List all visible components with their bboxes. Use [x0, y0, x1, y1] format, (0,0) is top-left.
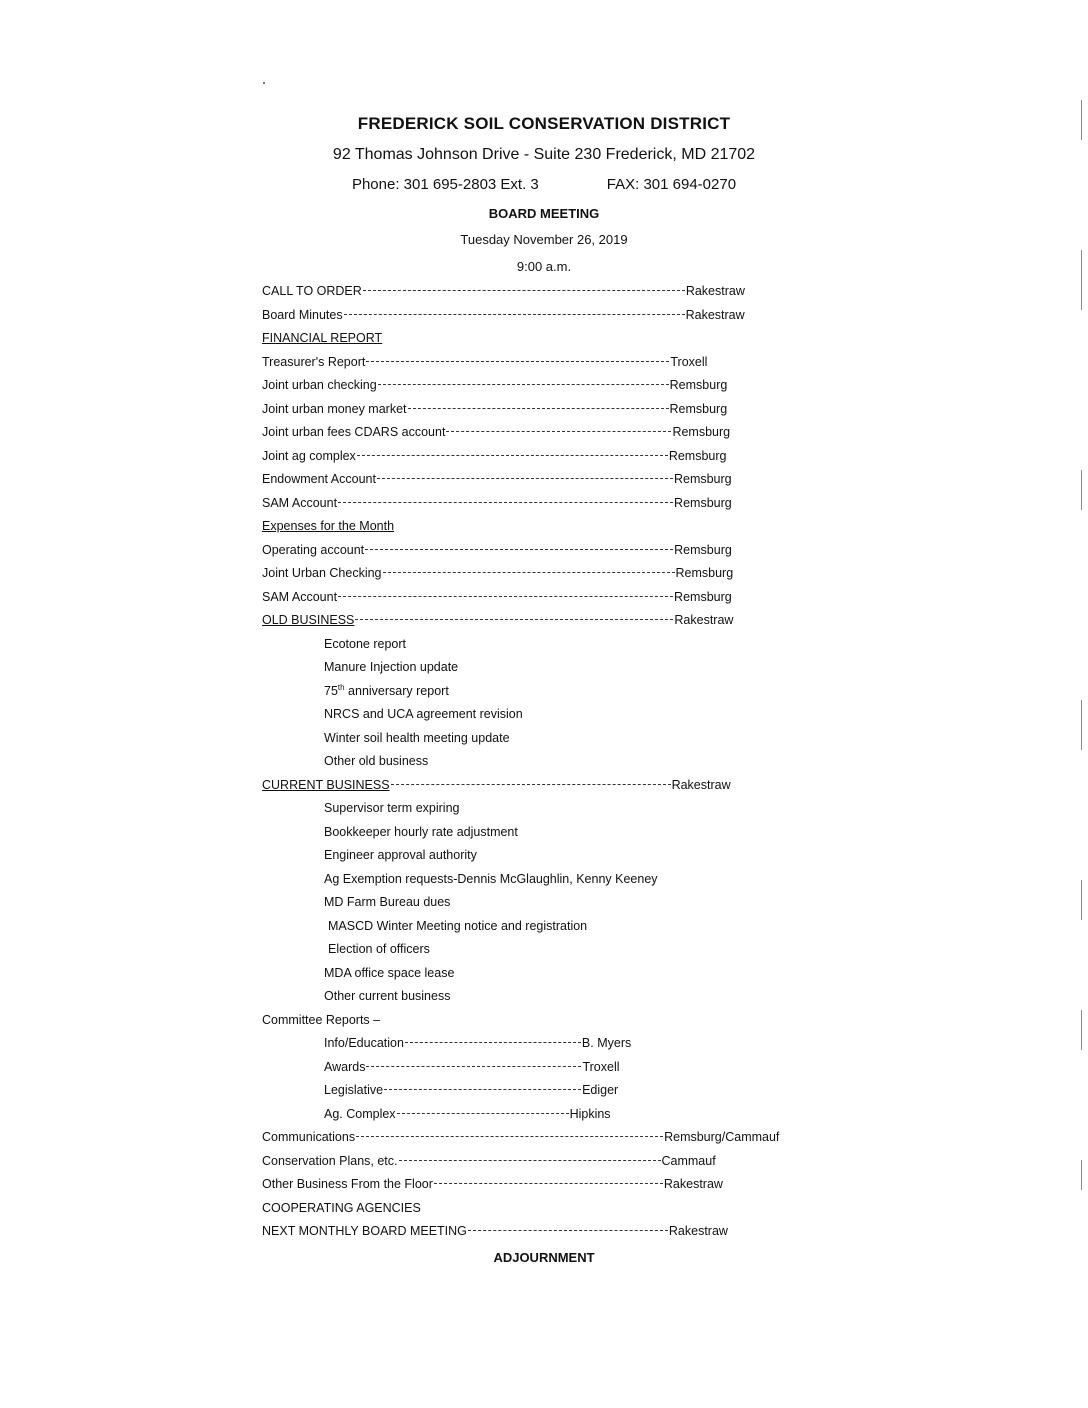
contact-line — [0, 176, 1088, 193]
org-name: FREDERICK SOIL CONSERVATION DISTRICT — [357, 114, 731, 133]
section-heading-financial-report: FINANCIAL REPORT — [262, 331, 383, 345]
old-business-item: 75th anniversary report — [324, 682, 449, 698]
section-heading-expenses: Expenses for the Month — [262, 519, 395, 533]
expense-item: Joint Urban Checking Remsburg — [262, 566, 734, 580]
committee-item: Ag. Complex Hipkins — [324, 1106, 611, 1121]
old-business-item: Winter soil health meeting update — [324, 730, 510, 745]
meeting-time: 9:00 a.m. — [516, 259, 572, 274]
agenda-item-next-meeting: NEXT MONTHLY BOARD MEETING Rakestraw — [262, 1224, 728, 1238]
scan-edge-mark — [1081, 880, 1082, 920]
financial-item: Joint urban fees CDARS account Remsburg — [262, 425, 731, 439]
meeting-type: BOARD MEETING — [488, 206, 600, 221]
current-business-item: Supervisor term expiring — [324, 801, 460, 815]
financial-item: Joint ag complex Remsburg — [262, 448, 727, 463]
agenda-item-board-minutes: Board Minutes Rakestraw — [262, 307, 745, 322]
current-business-item: Other current business — [324, 989, 451, 1003]
meeting-date: Tuesday November 26, 2019 — [460, 232, 628, 247]
financial-item: Endowment Account Remsburg — [262, 472, 732, 486]
financial-item: SAM Account Remsburg — [262, 495, 732, 510]
current-business-item: Bookkeeper hourly rate adjustment — [324, 824, 518, 839]
expense-item: SAM Account Remsburg — [262, 589, 732, 604]
phone-number: Phone: 301 695-2803 Ext. 3 — [351, 176, 539, 193]
old-business-item: Manure Injection update — [324, 660, 459, 674]
current-business-item: Ag Exemption requests-Dennis McGlaughlin, Kenny Keeney — [324, 871, 658, 886]
old-business-item: Other old business — [324, 754, 429, 768]
agenda-list — [262, 280, 822, 1244]
current-business-item: MDA office space lease — [324, 965, 455, 980]
committee-item: Info/Education B. Myers — [324, 1036, 632, 1050]
financial-item: Joint urban money market Remsburg — [262, 401, 728, 416]
scan-edge-mark — [1081, 1010, 1082, 1050]
scan-edge-mark — [1081, 1160, 1082, 1190]
agenda-item-cooperating-agencies: COOPERATING AGENCIES — [262, 1200, 421, 1215]
fax-number: FAX: 301 694-0270 — [606, 176, 737, 193]
current-business-item: Election of officers — [328, 942, 430, 956]
section-heading-committee-reports: Committee Reports – — [262, 1012, 381, 1027]
financial-item: Treasurer's Report Troxell — [262, 354, 708, 369]
financial-item: Joint urban checking Remsburg — [262, 378, 728, 392]
committee-item: Awards Troxell — [324, 1059, 620, 1074]
old-business-item: Ecotone report — [324, 636, 406, 651]
expense-item: Operating account Remsburg — [262, 542, 732, 557]
adjournment: ADJOURNMENT — [493, 1250, 595, 1265]
current-business-item: Engineer approval authority — [324, 848, 477, 862]
old-business-item: NRCS and UCA agreement revision — [324, 707, 523, 721]
org-address: 92 Thomas Johnson Drive - Suite 230 Frederick, MD 21702 — [332, 146, 756, 163]
section-heading-current-business: CURRENT BUSINESS Rakestraw — [262, 777, 731, 792]
agenda-item-call-to-order: CALL TO ORDER Rakestraw — [262, 284, 745, 298]
scan-edge-mark — [1081, 470, 1082, 510]
committee-item: Legislative Ediger — [324, 1083, 619, 1097]
current-business-item: MD Farm Bureau dues — [324, 895, 451, 909]
current-business-item: MASCD Winter Meeting notice and registration — [328, 918, 588, 933]
scan-edge-mark — [1081, 700, 1082, 750]
scan-speck — [263, 82, 265, 84]
section-heading-old-business: OLD BUSINESS Rakestraw — [262, 613, 734, 627]
agenda-item-conservation-plans: Conservation Plans, etc. Cammauf — [262, 1153, 716, 1168]
agenda-item-other-business: Other Business From the Floor Rakestraw — [262, 1177, 723, 1191]
agenda-item-communications: Communications Remsburg/Cammauf — [262, 1130, 780, 1144]
